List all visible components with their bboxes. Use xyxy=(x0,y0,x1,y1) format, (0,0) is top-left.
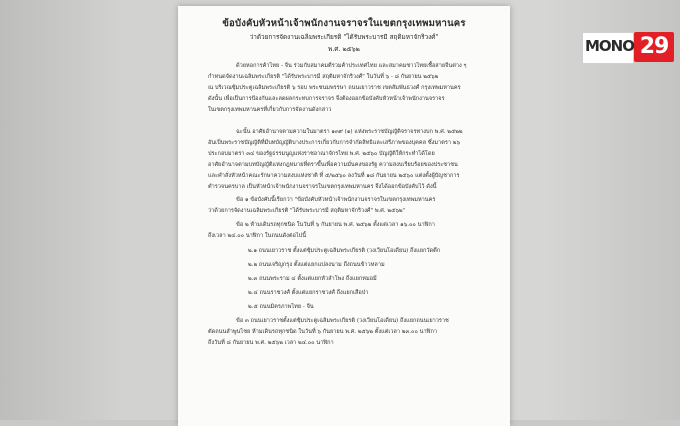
document-line: ๒.๒ ถนนเจริญกรุง ตั้งแต่แยกแปลงนาม ถึงถนนข้าวหลาม xyxy=(248,262,385,268)
document-line: ถึงวันที่ ๘ กันยายน พ.ศ. ๒๕๖๒ เวลา ๒๔.๐๐ นาฬิกา xyxy=(208,340,334,346)
document-line: กำหนดจัดงานเฉลิมพระเกียรติ "ได้รับพระบารมี สฤติมหาจักริวงศ์" ในวันที่ ๖ - ๘ กันยายน ๒๕๖๒ xyxy=(208,74,439,80)
document-title: ข้อบังคับหัวหน้าเจ้าพนักงานจราจรในเขตกรุงเทพมหานคร xyxy=(222,18,466,29)
document-year: พ.ศ. ๒๕๖๒ xyxy=(328,45,360,53)
logo-number: 29 xyxy=(634,32,674,62)
document-line: ๒.๓ ถนนพระราม ๔ ตั้งแต่แยกหัวลำโพง ถึงแยกหมอมี xyxy=(248,276,377,282)
document-line: ๒.๔ ถนนราชวงศ์ ตั้งแต่แยกราชวงศ์ ถึงแยกเสือป่า xyxy=(248,290,369,296)
document-line: ประกอบมาตรา ๓๔ ของรัฐธรรมนูญแห่งราชอาณาจักรไทย พ.ศ. ๒๕๖๐ บัญญัติให้กระทำได้โดย xyxy=(208,151,435,157)
document-line: ข้อ ๓ ถนนเยาวราชตั้งแต่ซุ้มประตูเฉลิมพระเกียรติ (วงเวียนโอเดียน) ถึงแยกถนนเยาวราช xyxy=(236,318,449,324)
document-subtitle: ว่าด้วยการจัดงานเฉลิมพระเกียรติ "ได้รับพระบารมี สฤติมหาจักริวงศ์" xyxy=(249,33,439,41)
document-line: ตำรวจนครบาล เป็นหัวหน้าเจ้าพนักงานจราจรในเขตกรุงเทพมหานคร จึงได้ออกข้อบังคับไว้ ดังนี้ xyxy=(208,184,437,190)
document-line: ข้อ ๒ ห้ามเดินรถทุกชนิด ในวันที่ ๖ กันยายน พ.ศ. ๒๕๖๒ ตั้งแต่เวลา ๑๖.๐๐ นาฬิกา xyxy=(236,222,435,228)
document-line: ๒.๑ ถนนเยาวราช ตั้งแต่ซุ้มประตูเฉลิมพระเกียรติ (วงเวียนโอเดียน) ถึงแยกวัดตึก xyxy=(248,248,441,254)
document-line: ณ บริเวณซุ้มประตูเฉลิมพระเกียรติ ๖ รอบ พระชนมพรรษา ถนนเยาวราช เขตสัมพันธวงศ์ กรุงเทพมหานคร xyxy=(208,85,461,91)
document-line: ถึงเวลา ๒๔.๐๐ นาฬิกา ในถนนดังต่อไปนี้ xyxy=(208,233,307,239)
document-line: อาศัยอำนาจตามบทบัญญัติแห่งกฎหมายที่ตราขึ้นเพื่อความมั่นคงของรัฐ ความสงบเรียบร้อยของประชาชน xyxy=(208,162,458,168)
document-line: ด้วยหอการค้าไทย - จีน ร่วมกับสมาคมตีรวมค้าประเทศไทย และสมาคมชาวไทยเชื้อสายจีนต่าง ๆ xyxy=(236,63,467,69)
channel-logo xyxy=(582,32,674,62)
document-line: ข้อ ๑ ข้อบังคับนี้เรียกว่า "ข้อบังคับหัวหน้าเจ้าพนักงานจราจรในเขตกรุงเทพมหานคร xyxy=(236,197,436,203)
document-line: ๒.๕ ถนนมิตรภาพไทย - จีน xyxy=(248,304,314,310)
document-line: ตัดถนนลำพูนไชย ห้ามเดินรถทุกชนิด ในวันที่ ๖ กันยายน พ.ศ. ๒๕๖๒ ตั้งแต่เวลา ๒๓.๐๐ นาฬิกา xyxy=(208,329,437,335)
document-line: และคำสั่งหัวหน้าคณะรักษาความสงบแห่งชาติ ที่ ๕/๒๕๖๐ ลงวันที่ ๑๘ กันยายน ๒๕๖๐ แต่งตั้งผู้บัญชาการ xyxy=(208,173,460,179)
document-line: ว่าด้วยการจัดงานเฉลิมพระเกียรติ "ได้รับพระบารมี สฤติมหาจักริวงศ์" พ.ศ. ๒๕๖๒" xyxy=(208,208,406,214)
document-line: อันเป็นพระราชบัญญัติที่มีบทบัญญัติบางประการเกี่ยวกับการจำกัดสิทธิและเสรีภาพของบุคคล ซึ่งมาตรา ๒๖ xyxy=(208,140,460,146)
document-line: ในเขตกรุงเทพมหานครที่เกี่ยวกับการจัดงานดังกล่าว xyxy=(208,107,332,113)
document-line: ฉะนั้น อาศัยอำนาจตามความในมาตรา ๑๓๙ (๑) แห่งพระราชบัญญัติจราจรทางบก พ.ศ. ๒๕๒๒ xyxy=(236,129,463,135)
document-line: ดังนั้น เพื่อเป็นการป้องกันและลดผลกระทบการจราจร จึงต้องออกข้อบังคับหัวหน้าเจ้าพนักงานจราจร xyxy=(208,96,445,102)
document-page xyxy=(178,6,510,426)
logo-mono-text: MONO xyxy=(585,37,634,55)
